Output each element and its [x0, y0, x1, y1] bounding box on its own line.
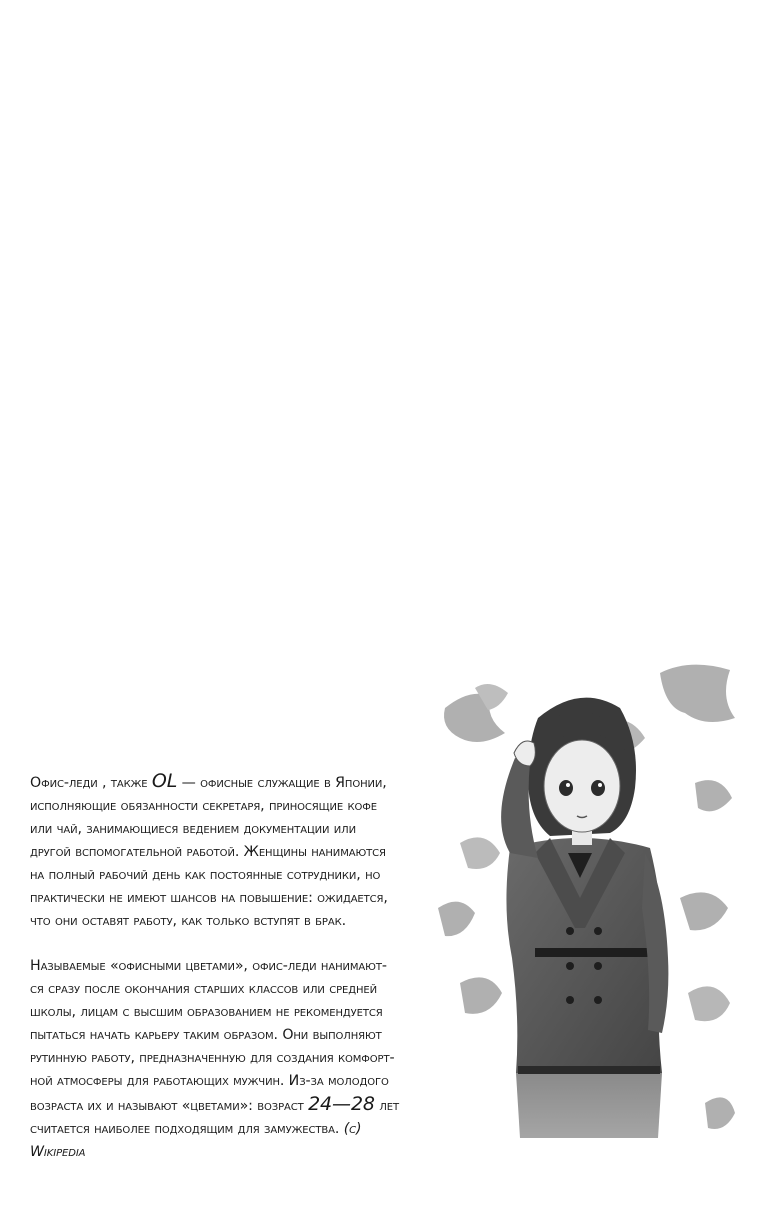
ol-abbreviation: OL: [151, 770, 178, 792]
text-line: другой вспомогательной работой. Женщины нанимаются: [30, 844, 386, 860]
text-fragment: лет: [374, 1098, 399, 1114]
leaf-icon: [688, 986, 730, 1021]
source-credit: Wikipedia: [30, 1144, 86, 1160]
button-dot: [594, 962, 602, 970]
paragraph-office-flowers: [30, 955, 408, 1164]
text-line: [30, 1093, 408, 1118]
leaf-icon: [660, 665, 735, 722]
button-dot: [594, 927, 602, 935]
eye-highlight: [566, 783, 570, 787]
paragraph-definition: [30, 770, 408, 933]
text-line: [30, 1118, 408, 1141]
leaf-icon: [680, 892, 728, 930]
belt: [535, 948, 650, 957]
button-dot: [566, 927, 574, 935]
leaf-icon: [438, 902, 475, 937]
text-line: пытаться начать карьеру таким образом. Они выполняют: [30, 1027, 382, 1043]
text-line: школы, лицам с высшим образованием не рекомендуется: [30, 1004, 383, 1020]
button-dot: [594, 996, 602, 1004]
eye-highlight: [598, 783, 602, 787]
eye-left: [559, 780, 573, 796]
text-line: ся сразу после окончания старших классов или средней: [30, 981, 377, 997]
copyright-mark: (c): [343, 1121, 362, 1137]
text-line: на полный рабочий день как постоянные сотрудники, но: [30, 867, 381, 883]
button-dot: [566, 962, 574, 970]
jeans: [516, 1073, 662, 1138]
office-lady-illustration: [430, 658, 735, 1138]
text-line: что они оставят работу, как только вступят в брак.: [30, 913, 347, 929]
leaf-icon: [705, 1097, 735, 1129]
shirt-hem: [518, 1066, 660, 1074]
text-line: Называемые «офисными цветами», офис-леди нанимают-: [30, 958, 387, 974]
illustration-svg: [430, 658, 735, 1138]
article-text: [30, 770, 408, 1164]
button-dot: [566, 996, 574, 1004]
text-line: практически не имеют шансов на повышение: ожидается,: [30, 890, 388, 906]
text-line: [30, 770, 408, 795]
eye-right: [591, 780, 605, 796]
text-line: исполняющие обязанности секретаря, приносящие кофе: [30, 798, 377, 814]
age-range: 24—28: [308, 1093, 375, 1115]
text-fragment: возраста их и называют «цветами»: возраст: [30, 1098, 309, 1114]
text-line: рутинную работу, предназначенную для создания комфорт-: [30, 1050, 395, 1066]
text-line: ной атмосферы для работающих мужчин. Из-за молодого: [30, 1073, 389, 1089]
text-fragment: Офис-леди , также: [30, 775, 152, 791]
leaf-icon: [460, 977, 502, 1013]
text-fragment: — офисные служащие в Японии,: [177, 775, 387, 791]
text-fragment: считается наиболее подходящим для замужества.: [30, 1121, 344, 1137]
leaf-icon: [460, 837, 500, 869]
leaf-icon: [695, 780, 732, 811]
text-line: или чай, занимающиеся ведением документации или: [30, 821, 356, 837]
